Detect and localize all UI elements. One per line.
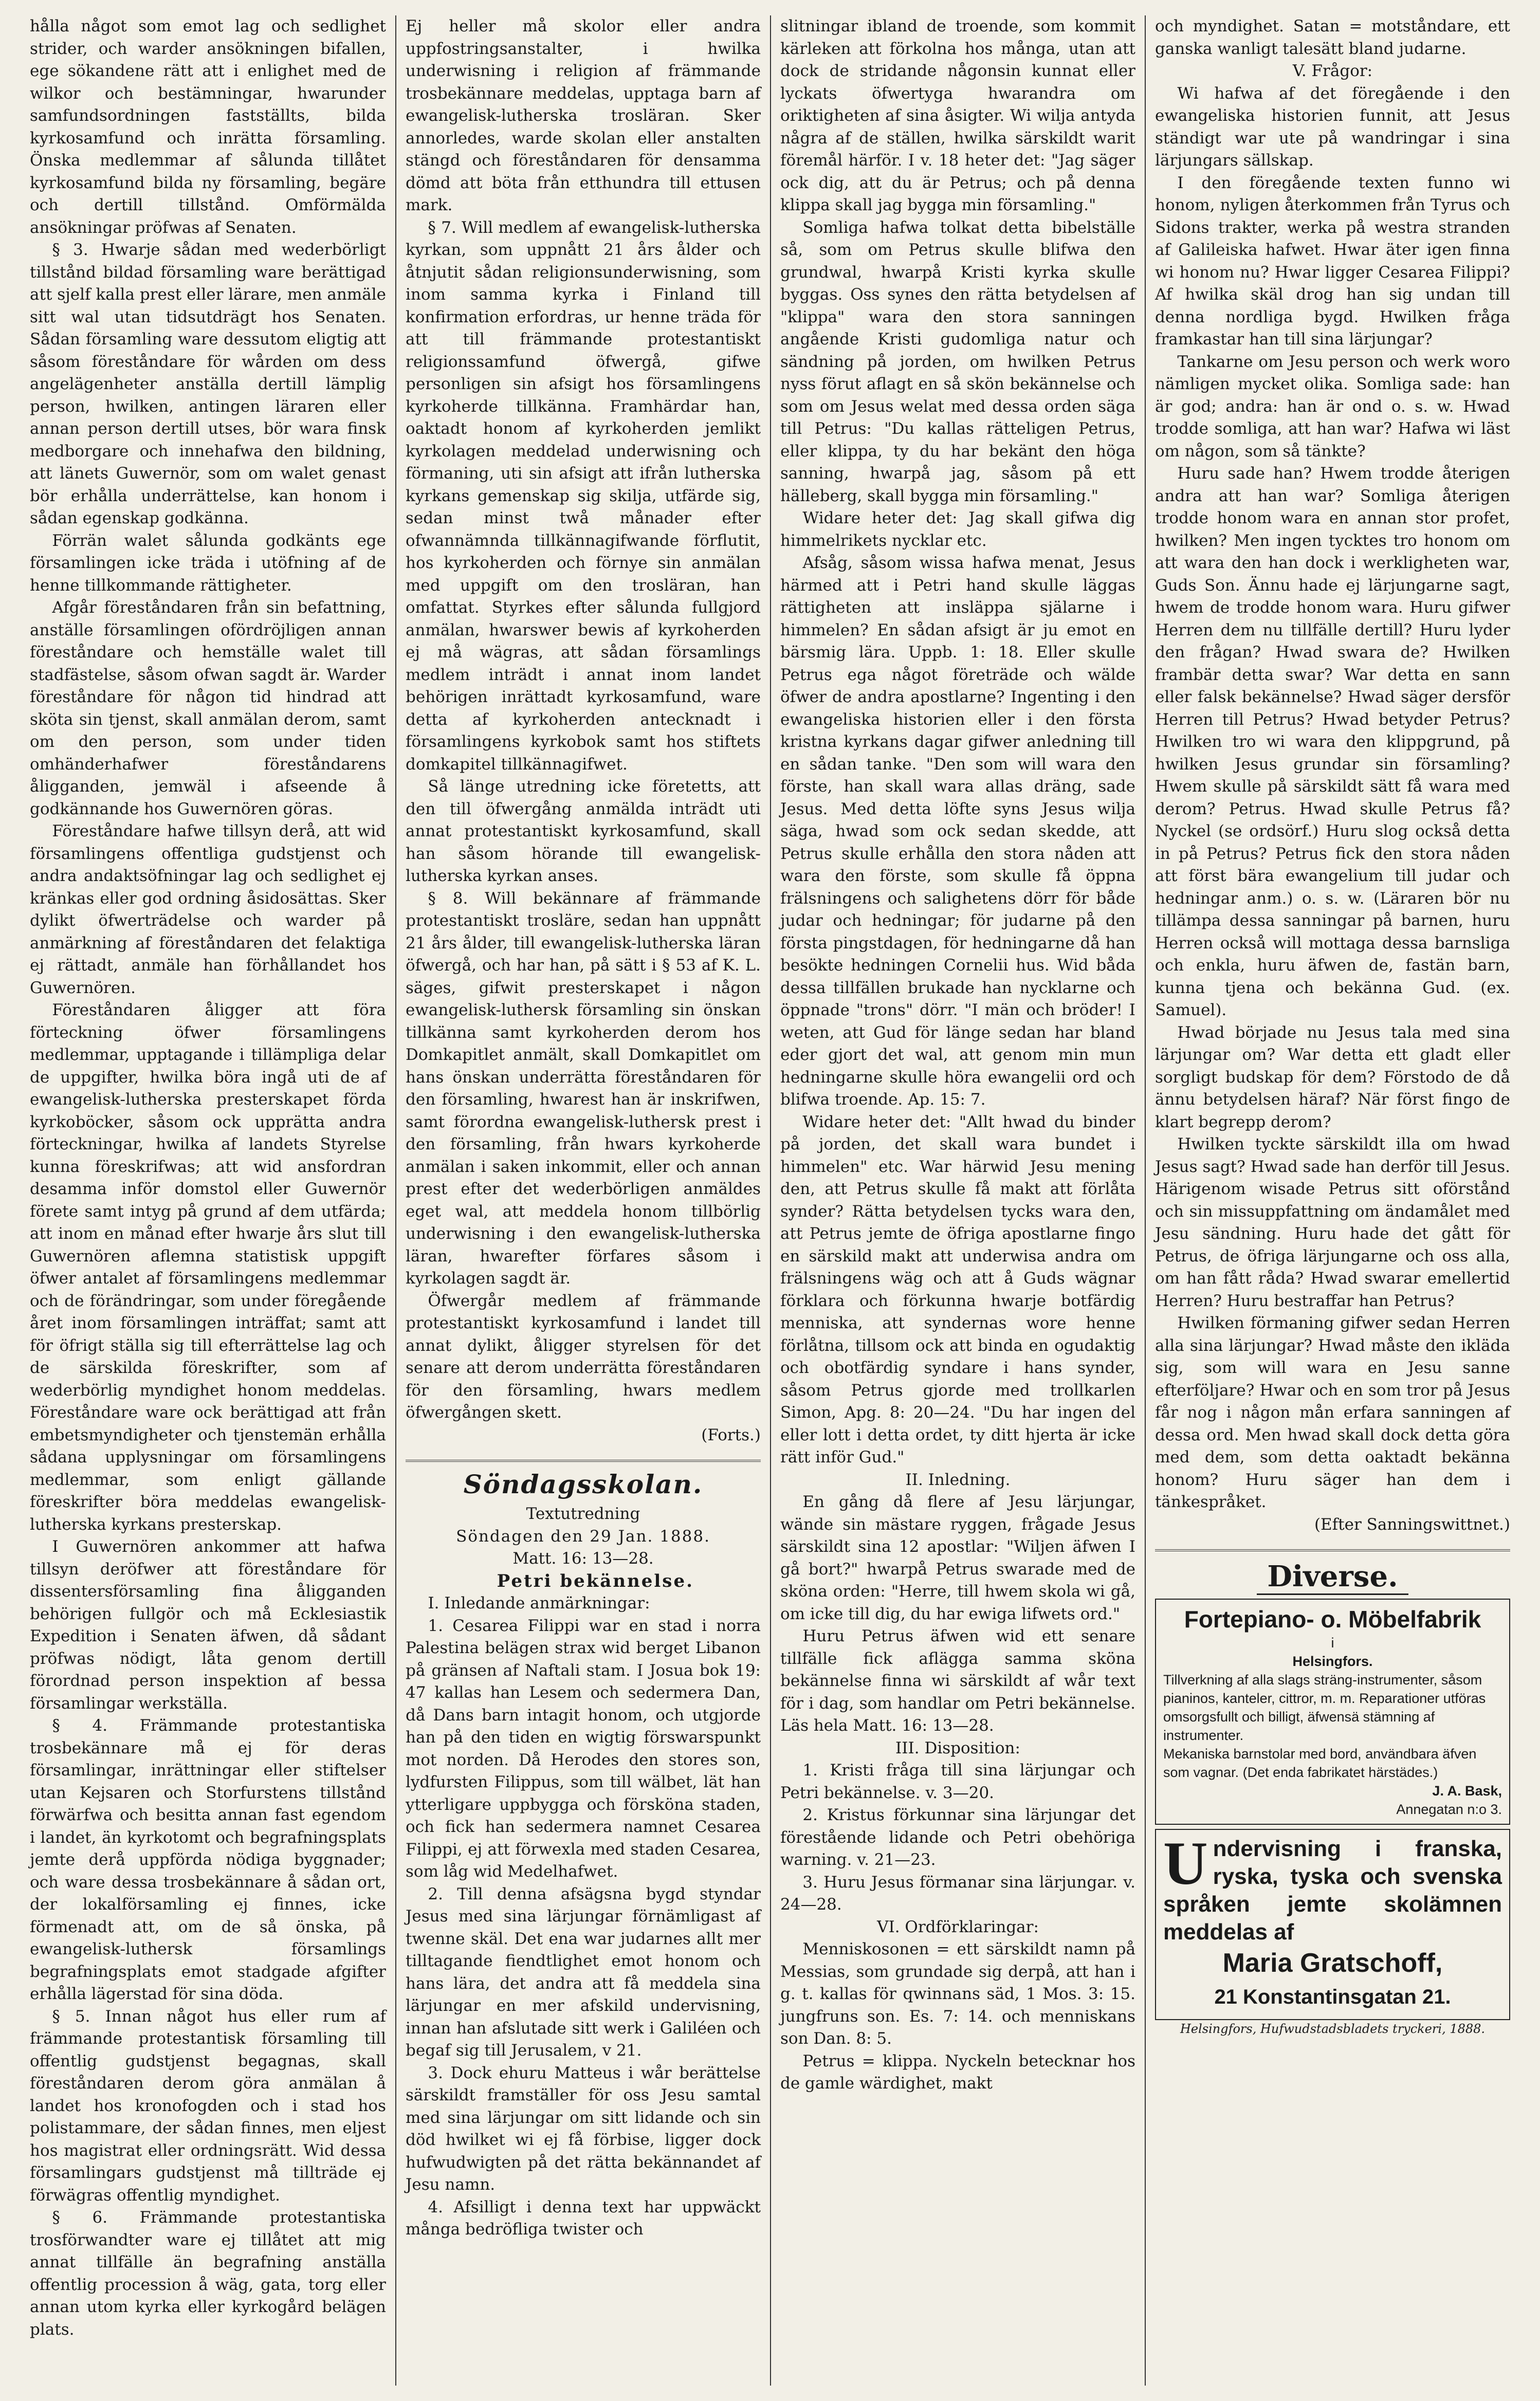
paragraph: § 4. Främmande protestantiska trosbekännare må ej för deras församlingar, inrättningar eller stiftelser utan Kejsaren och Storfurstens tillstånd förwärfwa och besitta annan fast egendom i landet, än kyrkotomt och begrafningsplats jemte derå uppförda nödiga byggnader; och ware dessa trosbekännare å sådan ort, der lokalförsamling ej finnes, icke förmenadt att, om de så önska, på ewangelisk-luthersk församlings begrafningsplats emot stadgade afgifter erhålla lägerstad för sina döda. <box>30 1716 386 2003</box>
paragraph: 1. Kristi fråga till sina lärjungar och Petri bekännelse. v. 3—20. <box>780 1761 1135 1802</box>
scripture-reference: Matt. 16: 13—28. <box>512 1549 654 1568</box>
paragraph: Petrus = klippa. Nyckeln betecknar hos de gamle wärdighet, makt <box>780 2051 1135 2093</box>
column-3 <box>770 15 1145 2386</box>
paragraph: Så länge utredning icke företetts, att den till öfwergång anmälda inträdt uti annat protestantiskt kyrkosamfund, skall han såsom hörande till ewangelisk-lutherska kyrkan anses. <box>406 777 761 885</box>
ad-body-2: Mekaniska barnstolar med bord, användbara äfven som vagnar. (Det enda fabrikatet härstädes.) <box>1163 1746 1477 1780</box>
paragraph: § 5. Innan något hus eller rum af främmande protestantisk församling till offentlig gudstjenst begagnas, skall föreståndaren derom göra anmälan å landet hos kronofogden och i stad hos polistammare, der sådan finnes, men eljest hos magistrat eller ordningsrätt. Wid dessa församlingars gudstjenst må tillträde ej förwägras offentlig myndighet. <box>30 2007 386 2205</box>
ads-heading: Diverse. <box>1155 1559 1510 1594</box>
section-title: Söndagsskolan. <box>463 1469 703 1499</box>
ad-teacher-name: Maria Gratschoff, <box>1222 1948 1443 1978</box>
paragraph: Wi hafwa af det föregående i den ewangeliska historien funnit, att Jesus ständigt war ute på wandringar i sina lärjungars sällskap. <box>1155 84 1510 170</box>
paragraph: Förrän walet sålunda godkänts ege församlingen icke träda i utöfning af de henne tillkommande rättigheter. <box>30 531 386 595</box>
ad-lesson-body: ndervisning i franska, ryska, tyska och svenska språken jemte skolämnen meddelas af <box>1163 1836 1502 1945</box>
paragraph: Widare heter det: Jag skall gifwa dig himmelrikets nycklar etc. <box>780 509 1135 550</box>
ad-signer: J. A. Bask, <box>1432 1783 1502 1799</box>
continued-note: (Forts.) <box>701 1425 761 1444</box>
printer-imprint: Helsingfors, Hufwudstadsbladets tryckeri, 1888. <box>1180 2022 1486 2036</box>
ad-firm-name: Fortepiano- o. Möbelfabrik <box>1184 1606 1481 1633</box>
ad-lesson-text <box>1163 1829 1502 1946</box>
paragraph: Huru Petrus äfwen wid ett senare tillfälle fick aflägga samma sköna bekännelse finna wi särskildt af wår text för i dag, som handlar om Petri bekännelse. Läs hela Matt. 16: 13—28. <box>780 1627 1135 1735</box>
column-2 <box>395 15 770 2386</box>
paragraph: hålla något som emot lag och sedlighet strider, och warder ansökningen bifallen, ege sökandene rätt att i enlighet med de wilkor och bestämningar, hwarunder samfundsordningen fastställts, bilda kyrkosamfund och inrätta församling. Önska medlemmar af sålunda tillåtet kyrkosamfund bilda ny församling, begäre och dertill tillstånd. Omförmälda ansökningar pröfwas af Senaten. <box>30 17 386 237</box>
section-divider <box>1155 1549 1510 1551</box>
paragraph: Widare heter det: "Allt hwad du binder på jorden, det skall wara bundet i himmelen" etc. War härwid Jesu mening den, att Petrus skulle få makt att förlåta synder? Rätta betydelsen tycks wara den, att Petrus jemte de öfriga apostlarne fingo en särskild makt att underwisa andra om frälsningens wäg och att å Guds wägnar förklara och förkunna hwarje botfärdig menniska, att syndernas wore henne förlåtna, tillsom ock att binda en ogudaktig och obotfärdig syndare i hans synder, såsom Petrus gjorde med trollkarlen Simon, Apg. 8: 20—24. "Du har ingen del eller lott i detta ordet, ty ditt hjerta är icke rätt inför Gud." <box>780 1112 1135 1467</box>
paragraph: Hwilken tyckte särskildt illa om hwad Jesus sagt? Hwad sade han derför till Jesus. Härigenom wisade Petrus sitt oförstånd och sin missuppfattning om ändamålet med Jesu sändning. Huru hade det gått för Petrus, de öfriga lärjungarne och oss alla, om han fått råda? Hwad swarar emellertid Herren? Huru bestraffar han Petrus? <box>1155 1135 1510 1310</box>
paragraph: Föreståndare hafwe tillsyn derå, att wid församlingens offentliga gudstjenst och andra andaktsöfningar lag och sedlighet ej kränkas eller god ordning åsidosättas. Sker dylikt öfwerträdelse och warder på anmärkning af föreståndaren det felaktiga ej rättadt, anmäle han förhållandet hos Guwernören. <box>30 822 386 997</box>
paragraph: Tankarne om Jesu person och werk woro nämligen mycket olika. Somliga sade: han är god; andra: han är ond o. s. w. Hwad trodde somliga, att han war? Hafwa wi läst om någon, som så tänkte? <box>1155 352 1510 461</box>
paragraph: 1. Cesarea Filippi war en stad i norra Palestina belägen strax wid berget Libanon på gränsen af Naftali stam. I Josua bok 19: 47 kallas han Lesem och sedermera Dan, då Dans barn intagit honom, och utgjorde han på den tiden en wigtig förswarspunkt mot norden. Då Herodes den stores son, lydfursten Filippus, som till wälbet, lät han ytterligare uppbygga och försköna staden, och fick han sedermera namnet Cesarea Filippi, ej att förwexla med staden Cesarea, som låg wid Medelhafwet. <box>406 1616 761 1881</box>
paragraph: Afgår föreståndaren från sin befattning, anställe församlingen ofördröjligen annan föreståndare och hemställe walet till stadfästelse, såsom ofwan sagdt är. Warder föreståndare för någon tid hindrad att sköta sin tjenst, skall anmälan derom, samt om den person, som under tiden omhänderhafwer föreståndarens åligganden, jemwäl i afseende å godkännande hos Guwernören göras. <box>30 598 386 818</box>
subsection-heading: V. Frågor: <box>1292 62 1373 80</box>
paragraph: § 3. Hwarje sådan med wederbörligt tillstånd bildad församling ware berättigad att sjelf kalla prest eller lärare, men anmäle sitt wal utan tidsutdrägt hos Senaten. Sådan församling ware dessutom eligtig att såsom föreståndare för wården om dess angelägenheter anställa dertill lämplig person, hwilken, antingen läraren eller annan person dertill utses, bör wara finsk medborgare och innehafwa den bildning, att länets Guwernör, som om walet genast bör erhålla underrättelse, kan honom i sådan egenskap godkänna. <box>30 241 386 527</box>
subsection-heading: II. Inledning. <box>905 1470 1011 1489</box>
column-4 <box>1145 15 1519 2386</box>
subsection-heading: I. Inledande anmärkningar: <box>428 1594 650 1612</box>
paragraph: Föreståndaren åligger att föra förteckning öfwer församlingens medlemmar, upptagande i tillämpliga delar de uppgifter, hwilka böra ingå uti de af ewangelisk-lutherska presterskapet förda kyrkoböcker, såsom ock upprätta andra förteckningar, hwilka af landets Styrelse kunna föreskrifwas; att wid ansfordran desamma inför domstol eller Guwernör förete samt intyg på grund af dem utfärda; att inom en månad efter hwarje års slut till Guwernören aflemna statistisk uppgift öfwer antalet af församlingens medlemmar och de förändringar, som under föregående året inom församlingen inträffat; samt att för öfrigt ställa sig till efterrättelse lag och de särskilda föreskrifter, som af wederbörlig myndighet honom meddelas. Föreståndare ware ock berättigad att från embetsmyndigheter och tjenstemän erhålla sådana upplysningar om församlingens medlemmar, som enligt gällande föreskrifter böra meddelas ewangelisk-lutherska kyrkans presterskap. <box>30 1001 386 1534</box>
lesson-subtitle: Petri bekännelse. <box>497 1570 694 1591</box>
paragraph: och myndighet. Satan = motståndare, ett ganska wanligt talesätt bland judarne. <box>1155 17 1510 58</box>
paragraph: Huru sade han? Hwem trodde återigen andra att han war? Somliga återigen trodde honom wara en annan stor profet, hwilken? Men ingen tycktes tro honom om att wara den han dock i werkligheten war, Guds Son. Ännu hade ej lärjungarne sagt, hwem de trodde honom wara. Huru gifwer Herren dem nu tillfälle dertill? Huru lyder den frågan? Hwad swara de? Hwilken frambär detta swar? War detta en sann eller falsk bekännelse? Hwad säger dersför Herren till Petrus? Hwad betyder Petrus? Hwilken tro wi wara den klippgrund, på hwilken Jesus grundar sin församling? Hwem skulle på särskildt sätt få wara med derom? Petrus. Hwad skulle Petrus få? Nyckel (se ordsörf.) Huru slog också detta in på Petrus? Petrus fick den stora nåden att först bära ewangelium till judar och hedningar anm.) o. s. w. (Läraren bör nu tillämpa dessa sanningar på barnen, huru Herren också will mottaga dessa barnsliga och enkla, huru äfwen de, fastän barn, kunna tjena och bekänna Gud. (ex. Samuel). <box>1155 464 1510 1019</box>
ad-teacher-address: 21 Konstantinsgatan 21. <box>1214 1986 1451 2008</box>
paragraph: 2. Till denna afsägsna bygd styndar Jesus med sina lärjungar förnämligast af twenne skäl. Det ena war judarnes allt mer tilltagande fiendtlighet emot honom och hans lära, det andra att få meddela sina lärjungar en mer afskild undervisning, innan han afslutade sitt werk i Galiléen och begaf sig till Jerusalem, v 21. <box>406 1884 761 2060</box>
advertisement-language-lessons <box>1155 1829 1510 2020</box>
advertisement-piano-factory <box>1155 1599 1510 1825</box>
paragraph: I den föregående texten funno wi honom, nyligen återkommen från Tyrus och Sidons trakter, werka på westra stranden af Galileiska hafwet. Hwar äter igen finna wi honom nu? Hwar ligger Cesarea Filippi? Af hwilka skäl drog han sig undan till denna nordliga bygd. Hwilken fråga framkastar han till sina lärjungar? <box>1155 173 1510 349</box>
subsection-heading: III. Disposition: <box>895 1738 1020 1757</box>
paragraph: Hwad började nu Jesus tala med sina lärjungar om? War detta ett gladt eller sorgligt budskap för dem? Förstodo de då ännu betydelsen häraf? När först fingo de klart begrepp derom? <box>1155 1023 1510 1131</box>
paragraph: 4. Afsilligt i denna text har uppwäckt många bedröfliga twister och <box>406 2197 761 2239</box>
paragraph: Hwilken förmaning gifwer sedan Herren alla sina lärjungar? Hwad måste den ikläda sig, som will wara en Jesu sanne efterföljare? Hwar och en som tror på Jesus får nog i någon mån erfara sanningen af dessa ord. Men hwad skall dock detta göra med dem, som detta oaktadt bekänna honom? Huru säger han dem i tänkespråket. <box>1155 1314 1510 1511</box>
ad-address: Annegatan n:o 3. <box>1396 1802 1502 1817</box>
paragraph: Ej heller må skolor eller andra uppfostringsanstalter, i hwilka underwisning i religion af främmande trosbekännare meddelas, upptaga barn af ewangelisk-lutherska trosläran. Sker annorledes, warde skolan eller anstalten stängd och föreståndaren för densamma dömd att böta från etthundra till ettusen mark. <box>406 17 761 214</box>
paragraph: Somliga hafwa tolkat detta bibelställe så, som om Petrus skulle blifwa den grundwal, hwarpå Kristi kyrka skulle byggas. Oss synes den rätta betydelsen af "klippa" wara den stora sanningen angående Kristi gudomliga natur och sändning på jorden, om hwilken Petrus nyss förut aflagt en så skön bekännelse och som om Jesus welat med dessa orden säga till Petrus: "Du kallas rätteligen Petrus, eller klippa, ty du har bekänt den höga sanning, hwarpå jag, såsom på ett hälleberg, skall bygga min församling." <box>780 218 1135 505</box>
column-1 <box>21 15 395 2386</box>
paragraph: Afsåg, såsom wissa hafwa menat, Jesus härmed att i Petri hand skulle läggas rättigheten att insläppa själarne i himmelen? En sådan afsigt är ju emot en bärsmig lära. Uppb. 1: 18. Eller skulle Petrus ega något företräde och wälde öfwer de andra apostlarne? Ingenting i den ewangeliska historien eller i den första kristna kyrkans dagar gifwer anledning till en sådan tanke. "Den som will wara den förste, han skall wara allas dräng, sade Jesus. Med detta löfte syns Jesus wilja säga, hwad som ock sedan skedde, att Petrus skulle erhålla den stora nåden att wara den förste, som skulle få öppna frälsningens och salighetens dörr för både judar och hedningar; för judarne på den första pingstdagen, för hedningarne då han besökte hedningen Cornelii hus. Wid båda dessa tillfällen brukade han nycklarne och öppnade "trons" dörr. "I män och bröder! I weten, att Gud för länge sedan har bland eder gjort det wal, att genom min mun hedningarne skulle höra ewangelii ord och blifwa troende. Ap. 15: 7. <box>780 554 1135 1109</box>
paragraph: Öfwergår medlem af främmande protestantiskt kyrkosamfund i landet till annat dylikt, åligger styrelsen för det senare att derom underrätta föreståndaren för den församling, hwars medlem öfwergången skett. <box>406 1291 761 1422</box>
paragraph: 3. Dock ehuru Matteus i wår berättelse särskildt framställer för oss Jesu samtal med sina lärjungar om sitt lidande och sin död hwilket wi ej få förbise, ligger dock hufwudwigten på det rätta bekännandet af Jesu namn. <box>406 2063 761 2194</box>
section-divider <box>406 1460 761 1462</box>
paragraph: slitningar ibland de troende, som kommit kärleken att förkolna hos många, utan att dock de stridande någonsin kunnat eller lyckats öfwertyga hwarandra om oriktigheten af sina åsigter. Wi wilja antyda några af de ställen, hwilka särskildt warit föremål härför. I v. 18 heter det: "Jag säger ock dig, att du är Petrus; och på denna klippa skall jag bygga min församling." <box>780 17 1135 214</box>
ad-body: Tillverkning af alla slags sträng-instrumenter, såsom pianinos, kanteler, cittror, m. m. Reparationer utföras omsorgsfullt och billigt, äfwensä stämning af instrumenter. <box>1163 1672 1486 1743</box>
paragraph: § 6. Främmande protestantiska trosförwandter ware ej tillåtet att mig annat tillfälle än begrafning anställa offentlig procession å wäg, gata, torg eller annan utom kyrka eller kyrkogård belägen plats. <box>30 2208 386 2339</box>
paragraph: § 8. Will bekännare af främmande protestantiskt trosläre, sedan han uppnått 21 års ålder, till ewangelisk-lutherska läran öfwergå, och har han, på sätt i § 53 af K. L. säges, gifwit presterskapet i någon ewangelisk-luthersk församling sin önskan tillkänna samt kyrkoherden derom hos Domkapitlet anmält, skall Domkapitlet om hans önskan underrätta föreståndaren för den församling, hwarest han är inskrifwen, samt förordna ewangelisk-luthersk prest i den församling, från hwars kyrkoherde anmälan i saken inkommit, eller och annan prest efter det wederbörligen anmäldes eget wal, att meddela honom tillbörlig underwisning i den ewangelisk-lutherska läran, hwarefter förfares såsom i kyrkolagen sagdt är. <box>406 889 761 1288</box>
paragraph: § 7. Will medlem af ewangelisk-lutherska kyrkan, som uppnått 21 års ålder och åtnjutit sådan religionsunderwisning, som inom samma kyrka i Finland till konfirmation erfordras, ur henne träda för att till främmande protestantiskt religionssamfund öfwergå, gifwe personligen sin afsigt hos församlingens kyrkoherde tillkänna. Framhärdar han, oaktadt honom af kyrkoherden jemlikt kyrkolagen meddelad underwisning och förmaning, uti sin afsigt att ifrån lutherska kyrkans gemenskap sig skilja, utfärde sig, sedan minst twå månader efter ofwannämnda tillkännagifwande förflutit, hos kyrkoherden och förnye sin anmälan med uppgift om den trosläran, han omfattat. Styrkes efter sålunda fullgjord anmälan, hwarswer bewis af kyrkoherden ej må wägras, att sådan församlings medlem inträdt i annat inom landet behörigen inrättadt kyrkosamfund, ware detta af kyrkoherden antecknadt i församlingens kyrkobok samt hos stiftets domkapitel tillkännagifwet. <box>406 218 761 774</box>
ad-city: Helsingfors. <box>1292 1654 1373 1669</box>
source-attribution: (Efter Sanningswittnet.) <box>1314 1515 1510 1534</box>
paragraph: I Guwernören ankommer att hafwa tillsyn deröfwer att föreståndare för dissentersförsamling fina åligganden behörigen fullgör och må Ecklesiastik Expedition i Senaten äfwen, då sådant pröfwas nödigt, låta genom dertill förordnad person inspektion af bessa församlingar werkställa. <box>30 1537 386 1713</box>
ad-connector: i <box>1331 1635 1334 1651</box>
paragraph: En gång då flere af Jesu lärjungar, wände sin mästare ryggen, frågade Jesus särskildt sina 12 apostlar: "Wiljen äfwen I gå bort?" hwarpå Petrus swarade med de sköna orden: "Herre, till hwem skola wi gå, om icke till dig, du har ewiga lifwets ord." <box>780 1493 1135 1623</box>
lesson-date: Söndagen den 29 Jan. 1888. <box>456 1527 710 1546</box>
paragraph: Menniskosonen = ett särskildt namn på Messias, som grundade sig derpå, att han i g. t. kallas för qwinnans säd, 1 Mos. 3: 15. jungfruns son. Es. 7: 14. och menniskans son Dan. 8: 5. <box>780 1940 1135 2048</box>
paragraph: 2. Kristus förkunnar sina lärjungar det förestående lidande och Petri obehöriga warning. v. 21—23. <box>780 1806 1135 1869</box>
paragraph: 3. Huru Jesus förmanar sina lärjungar. v. 24—28. <box>780 1873 1135 1914</box>
section-label: Textutredning <box>526 1505 640 1523</box>
subsection-heading: VI. Ordförklaringar: <box>877 1917 1039 1936</box>
drop-cap: U <box>1163 1829 1208 1897</box>
